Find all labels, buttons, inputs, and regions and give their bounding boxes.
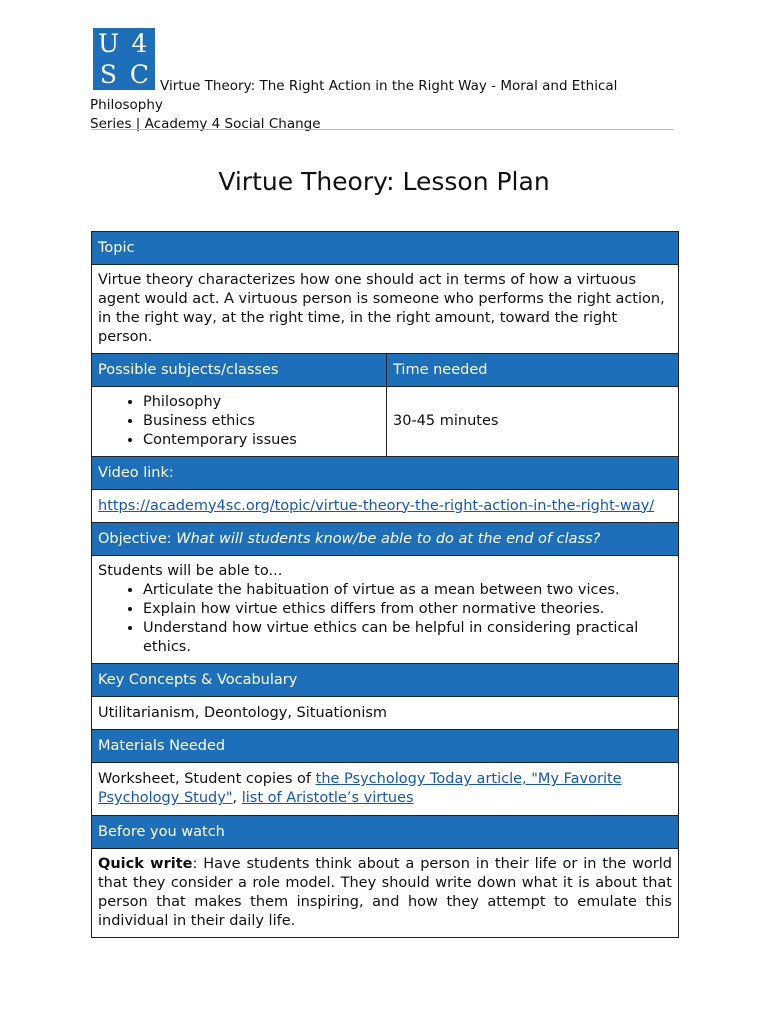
before-text: : Have students think about a person in their life or in the world that they consider a role model. They should write down what it is about that person that makes them inspiring, and how they attempt to emulate this individual in their daily life.	[98, 856, 672, 929]
before-header-row	[92, 816, 679, 849]
materials-separator: ,	[232, 790, 242, 806]
objective-list	[98, 581, 672, 657]
video-cell	[92, 490, 679, 523]
objective-label: Objective:	[98, 530, 172, 547]
concepts-text: Utilitarianism, Deontology, Situationism	[92, 697, 679, 730]
materials-prefix: Worksheet, Student copies of	[98, 771, 316, 787]
header-line-1: Virtue Theory: The Right Action in the Right Way - Moral and Ethical Philosophy	[90, 78, 618, 113]
list-item: • Explain how virtue ethics differs from other normative theories.	[143, 600, 672, 619]
topic-row	[92, 265, 679, 354]
lesson-plan-table	[91, 231, 679, 938]
list-item: • Business ethics	[143, 412, 380, 431]
objective-header-row	[92, 523, 679, 556]
aristotle-virtues-link[interactable]: list of Aristotle’s virtues	[241, 790, 414, 806]
time-value: 30-45 minutes	[387, 387, 679, 457]
logo-letter: C	[129, 60, 150, 89]
list-item: • Articulate the habituation of virtue as a mean between two vices.	[143, 581, 672, 600]
video-link[interactable]: https://academy4sc.org/topic/virtue-theory-the-right-action-in-the-right-way/	[98, 497, 655, 514]
subjects-list	[98, 393, 380, 450]
subjects-label: Possible subjects/classes	[92, 354, 387, 387]
before-label: Before you watch	[92, 816, 679, 849]
header-divider	[91, 129, 674, 130]
materials-cell	[92, 763, 679, 816]
quick-write-label: Quick write	[98, 856, 193, 872]
before-cell	[92, 849, 679, 938]
psychology-today-link[interactable]: the Psychology Today article, "My Favorite Psychology Study"	[98, 771, 622, 806]
subjects-time-header-row	[92, 354, 679, 387]
objective-cell	[92, 556, 679, 664]
video-label: Video link:	[92, 457, 679, 490]
materials-label: Materials Needed	[92, 730, 679, 763]
logo-letter: S	[99, 60, 118, 89]
topic-header-row	[92, 232, 679, 265]
concepts-header-row	[92, 664, 679, 697]
video-row	[92, 490, 679, 523]
video-header-row	[92, 457, 679, 490]
time-label: Time needed	[387, 354, 679, 387]
materials-row	[92, 763, 679, 816]
objective-question: What will students know/be able to do at the end of class?	[176, 530, 601, 547]
subjects-cell	[92, 387, 387, 457]
objective-header	[92, 523, 679, 556]
materials-header-row	[92, 730, 679, 763]
objective-row	[92, 556, 679, 664]
concepts-label: Key Concepts & Vocabulary	[92, 664, 679, 697]
list-item: • Understand how virtue ethics can be helpful in considering practical ethics.	[143, 619, 672, 657]
topic-text: Virtue theory characterizes how one should act in terms of how a virtuous agent would act. A virtuous person is someone who performs the right action, in the right way, at the right time, in the right amount, toward the right person.	[92, 265, 679, 354]
page-title: Virtue Theory: Lesson Plan	[218, 167, 550, 196]
logo-letter: 4	[131, 29, 148, 58]
logo-letter: U	[97, 29, 120, 58]
header-text	[90, 77, 680, 134]
list-item: • Philosophy	[143, 393, 380, 412]
subjects-time-row	[92, 387, 679, 457]
objective-intro: Students will be able to...	[98, 563, 283, 579]
concepts-row	[92, 697, 679, 730]
header-line-2: Series | Academy 4 Social Change	[90, 116, 321, 132]
topic-label: Topic	[92, 232, 679, 265]
list-item: • Contemporary issues	[143, 431, 380, 450]
before-row	[92, 849, 679, 938]
